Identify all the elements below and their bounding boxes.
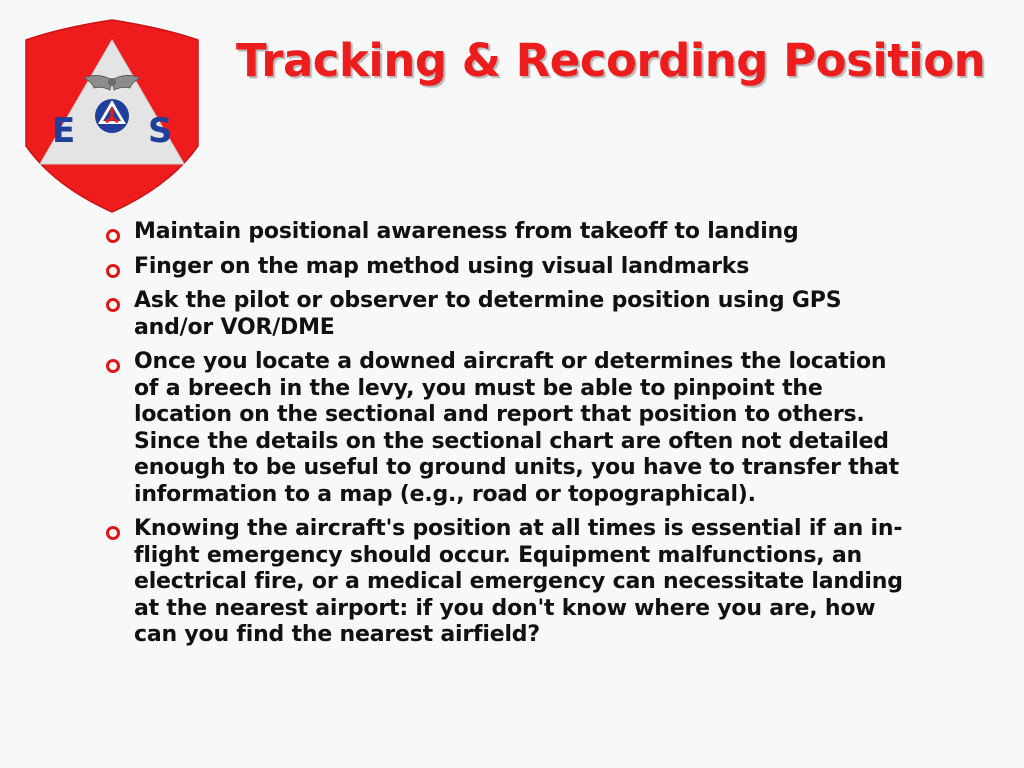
logo-letter-s: S — [148, 111, 173, 151]
bullet-text: Finger on the map method using visual landmarks — [134, 253, 750, 279]
bullet-item — [104, 254, 904, 281]
bullet-item — [104, 516, 904, 649]
bullet-marker-icon — [106, 298, 120, 312]
logo-letter-e: E — [52, 111, 76, 151]
bullet-item — [104, 288, 904, 341]
bullet-list — [104, 219, 904, 657]
bullet-text: Maintain positional awareness from takeoff to landing — [134, 219, 799, 244]
bullet-text: Knowing the aircraft's position at all times is essential if an in-flight emergency should occur. Equipment malfunctions, an electrical fire, or a medical emergency can necessitate landing at the nearest airport: if you don't know where you are, how can you find the nearest airfield? — [134, 516, 903, 647]
bullet-marker-icon — [106, 359, 120, 373]
shield-emblem-icon — [20, 18, 204, 214]
bullet-marker-icon — [106, 229, 120, 243]
slide-title: Tracking & Recording Position — [236, 34, 986, 87]
bullet-text: Ask the pilot or observer to determine position using GPS and/or VOR/DME — [134, 288, 842, 340]
es-shield-logo — [20, 18, 204, 214]
bullet-marker-icon — [106, 526, 120, 540]
bullet-item — [104, 219, 904, 246]
bullet-text: Once you locate a downed aircraft or determines the location of a breech in the levy, you must be able to pinpoint the location on the sectional and report that position to others. Since the details on the sectional chart are often not detailed enough to be useful to ground units, you have to transfer that information to a map (e.g., road or topographical). — [134, 349, 899, 507]
bullet-item — [104, 349, 904, 508]
bullet-marker-icon — [106, 264, 120, 278]
